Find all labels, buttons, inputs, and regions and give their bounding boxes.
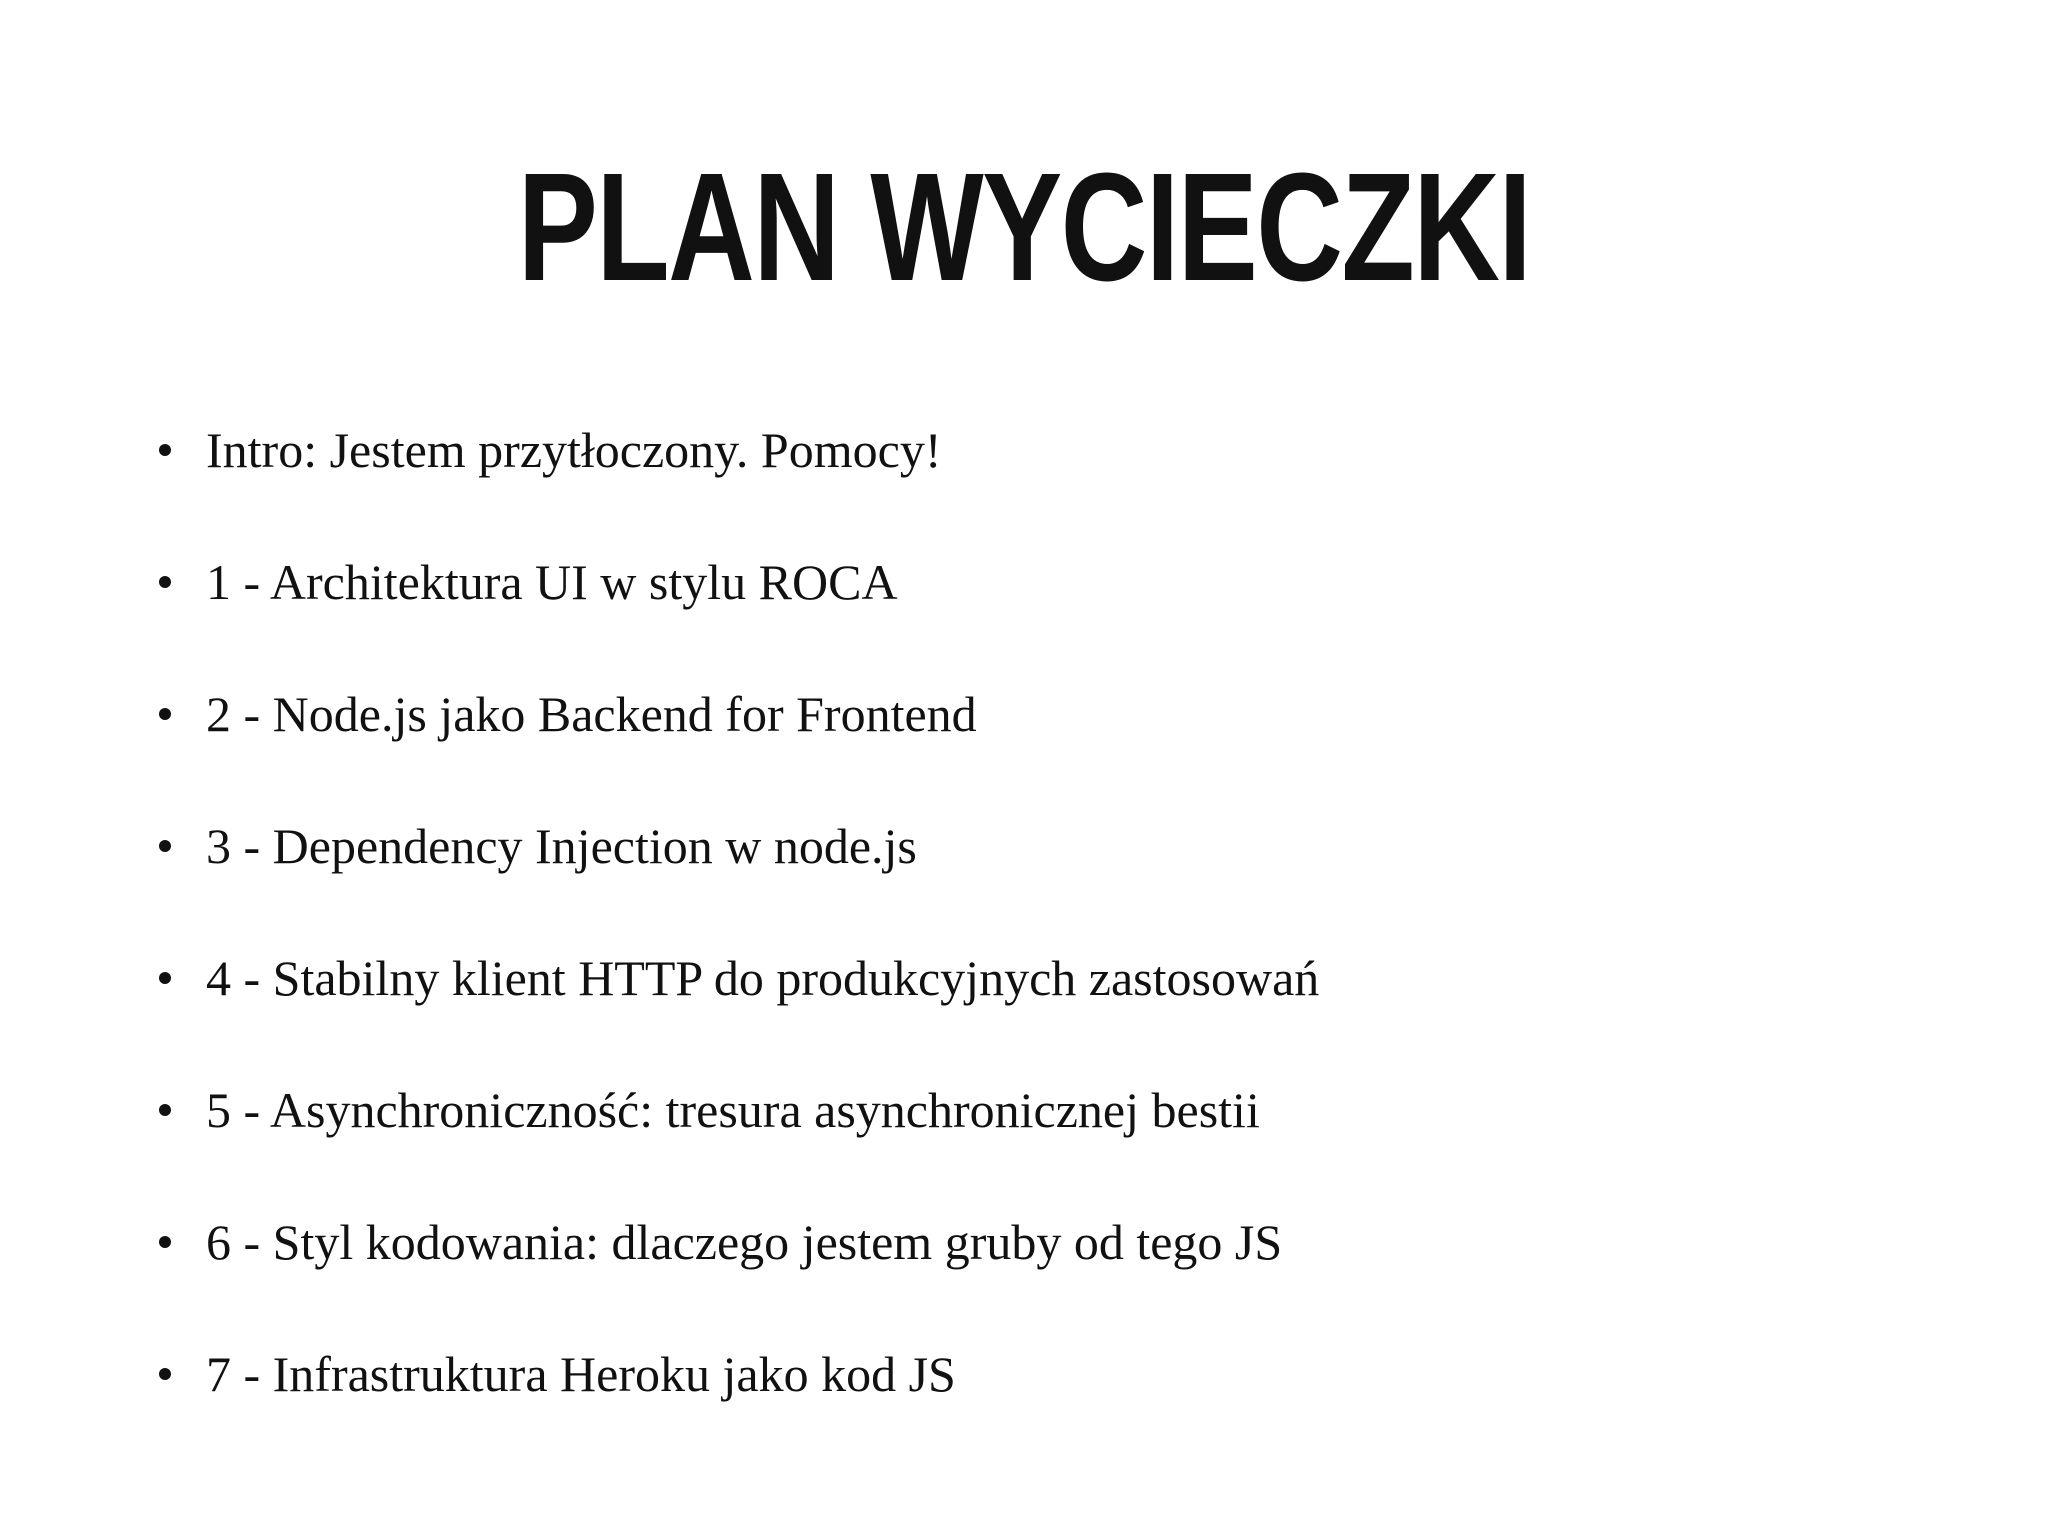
list-item-text: 4 - Stabilny klient HTTP do produkcyjnych zastosowań	[206, 950, 1320, 1006]
bullet-icon	[159, 1236, 171, 1248]
bullet-icon	[159, 444, 171, 456]
bullet-icon	[159, 576, 171, 588]
list-item-text: 7 - Infrastruktura Heroku jako kod JS	[206, 1346, 956, 1402]
list-item-text: 6 - Styl kodowania: dlaczego jestem gruby od tego JS	[206, 1214, 1283, 1270]
bullet-icon	[159, 1104, 171, 1116]
list-item-text: 1 - Architektura UI w stylu ROCA	[206, 554, 898, 610]
bullet-icon	[159, 708, 171, 720]
bullet-icon	[159, 840, 171, 852]
bullet-icon	[159, 1368, 171, 1380]
slide-title: PLAN WYCIECZKI	[517, 141, 1531, 313]
list-item-text: 3 - Dependency Injection w node.js	[206, 818, 917, 874]
list-item-text: Intro: Jestem przytłoczony. Pomocy!	[206, 422, 942, 478]
bullet-icon	[159, 972, 171, 984]
list-item-text: 2 - Node.js jako Backend for Frontend	[206, 686, 977, 742]
list-item-text: 5 - Asynchroniczność: tresura asynchronicznej bestii	[206, 1082, 1260, 1138]
